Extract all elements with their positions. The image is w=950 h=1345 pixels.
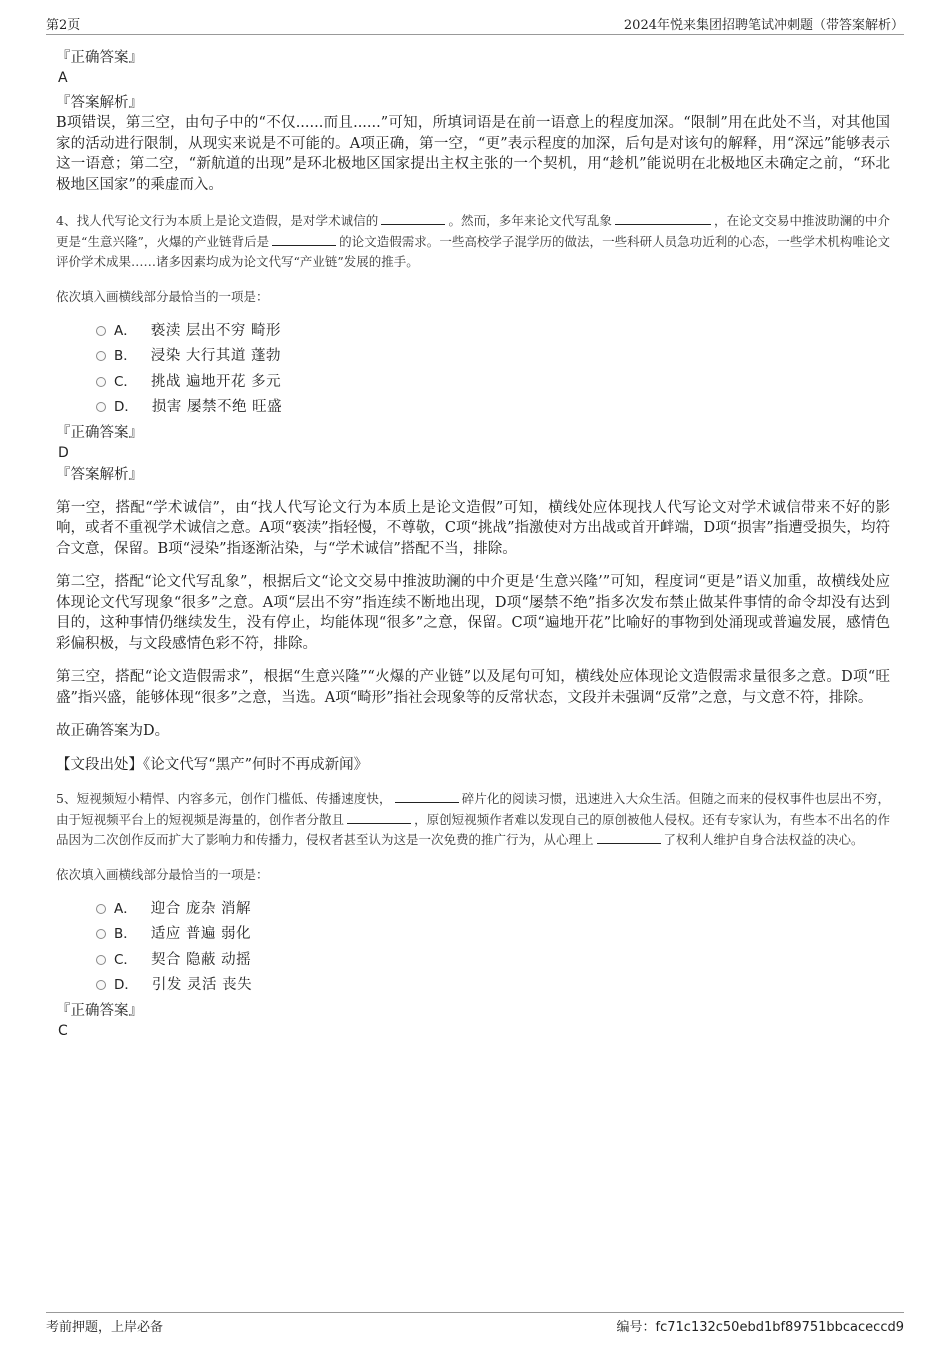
q5-blank-2 (347, 811, 411, 824)
analysis-label: 『答案解析』 (56, 466, 143, 483)
q5-question (56, 789, 890, 851)
radio-icon[interactable] (96, 377, 106, 387)
q5-option-c[interactable]: C． 契合 隐蔽 动摇 (56, 948, 890, 974)
q4-analysis-1: 第一空，搭配“学术诚信”，由“找人代写论文行为本质上是论文造假”可知，横线处应体现找人代写论文对学术诚信带来不好的影响，或者不重视学术诚信之意。A项“亵渎”指轻慢，不尊敬，C项“挑战”指激使对方出战或首开衅端，D项“损害”指遭受损失，均符合文意，保留。B项“浸染”指逐渐沾染，与“学术诚信”搭配不当，排除。 (56, 499, 890, 557)
page-number: 第2页 (46, 18, 81, 33)
q4-prompt: 依次填入画横线部分最恰当的一项是： (56, 288, 269, 304)
q4-blank-3 (272, 233, 336, 246)
q4-option-c[interactable]: C． 挑战 遍地开花 多元 (56, 370, 890, 396)
q5-option-b[interactable]: B． 适应 普遍 弱化 (56, 922, 890, 948)
q5-blank-3 (597, 831, 661, 844)
document-id (617, 1316, 904, 1335)
analysis-label: 『答案解析』 (56, 95, 143, 111)
radio-icon[interactable] (96, 326, 106, 336)
q4-analysis-2: 第二空，搭配“论文代写乱象”，根据后文“论文交易中推波助澜的中介更是‘生意兴隆’”可知，程度词“更是”语义加重，故横线处应体现论文代写现象“很多”之意。A项“层出不穷”指连续不断地出现，D项“屡禁不绝”指多次发布禁止做某件事情的命令却没有达到目的，这种事情仍继续发生，没有停止，均能体现“很多”之意，保留。C项“遍地开花”比喻好的事物到处涌现或普遍发展，感情色彩偏积极，与文段感情色彩不符，排除。 (56, 574, 890, 652)
q4-text-3: ，在论文交易中推波助澜的中介更是“生意兴隆”，火爆的产业链背后是 (56, 213, 890, 249)
correct-answer-label: 『正确答案』 (56, 1002, 143, 1019)
q5-text-1: 5、短视频短小精悍、内容多元，创作门槛低、传播速度快， (56, 791, 392, 806)
q5-prompt: 依次填入画横线部分最恰当的一项是： (56, 866, 269, 882)
correct-answer-label: 『正确答案』 (56, 424, 143, 441)
q4-options (56, 319, 890, 421)
q5-blank-1 (395, 790, 459, 803)
q4-text-2: 。然而，多年来论文代写乱象 (448, 213, 612, 228)
q4-option-a[interactable]: A． 亵渎 层出不穷 畸形 (56, 319, 890, 345)
q3-block (56, 48, 890, 195)
q5-options (56, 897, 890, 999)
document-id-label: 编号： (616, 1320, 656, 1335)
radio-icon[interactable] (96, 955, 106, 965)
document-id-value: fc71c132c50ebd1bf89751bbcaceccd9 (655, 1320, 904, 1335)
page-footer (46, 1312, 904, 1335)
radio-icon[interactable] (96, 351, 106, 361)
page-header (46, 12, 904, 35)
correct-answer-label: 『正确答案』 (56, 50, 143, 66)
q4-blank-1 (381, 212, 445, 225)
q4-option-b[interactable]: B． 浸染 大行其道 蓬勃 (56, 344, 890, 370)
q4-option-d[interactable]: D． 损害 屡禁不绝 旺盛 (56, 395, 890, 421)
q4-analysis-4: 故正确答案为D。 (56, 723, 170, 739)
q3-answer: A (58, 70, 68, 86)
q5-option-a[interactable]: A． 迎合 庞杂 消解 (56, 897, 890, 923)
q3-analysis: B项错误，第三空，由句子中的“不仅......而且......”可知，所填词语是在前一语意上的程度加深。“限制”用在此处不当，对其他国家的活动进行限制，从现实来说是不可能的。A项正确，第一空，“更”表示程度的加深，后句是对该句的解释，用“深远”能够表示这一语意；第二空，“新航道的出现”是环北极地区国家提出主权主张的一个契机，用“趁机”能说明在北极地区未确定之前，“环北极地区国家”的乘虚而入。 (56, 115, 890, 193)
q4-source: 【文段出处】《论文代写“黑产”何时不再成新闻》 (56, 756, 369, 773)
q4-block (56, 211, 890, 775)
q4-question (56, 211, 890, 273)
radio-icon[interactable] (96, 904, 106, 914)
q4-text-1: 4、找人代写论文行为本质上是论文造假，是对学术诚信的 (56, 213, 379, 228)
q5-text-4: 了权利人维护自身合法权益的决心。 (663, 832, 864, 847)
q5-text-3: ，原创短视频作者难以发现自己的原创被他人侵权。还有专家认为，有些本不出名的作品因为二次创作反而扩大了影响力和传播力，侵权者甚至认为这是一次免费的推广行为，从心理上 (56, 811, 890, 847)
q5-option-d[interactable]: D． 引发 灵活 丧失 (56, 973, 890, 999)
radio-icon[interactable] (96, 929, 106, 939)
q4-text-4: 的论文造假需求。一些高校学子混学历的做法，一些科研人员急功近利的心态，一些学术机构唯论文评价学术成果……诸多因素均成为论文代写“产业链”发展的推手。 (56, 233, 890, 269)
radio-icon[interactable] (96, 980, 106, 990)
footer-slogan: 考前押题，上岸必备 (46, 1320, 164, 1335)
q5-answer: C (58, 1022, 68, 1039)
q4-blank-2 (615, 212, 711, 225)
q4-analysis-3: 第三空，搭配“论文造假需求”，根据“生意兴隆”“火爆的产业链”以及尾句可知，横线处应体现论文造假需求量很多之意。D项“旺盛”指兴盛，能够体现“很多”之意，当选。A项“畸形”指社会现象等的反常状态，文段并未强调“反常”之意，与文意不符，排除。 (56, 669, 890, 706)
document-body (56, 48, 890, 1041)
q5-text-2: 碎片化的阅读习惯，迅速进入大众生活。但随之而来的侵权事件也层出不穷，由于短视频平台上的短视频是海量的，创作者分散且 (56, 791, 890, 827)
q5-block (56, 789, 890, 1041)
radio-icon[interactable] (96, 402, 106, 412)
document-title: 2024年悦来集团招聘笔试冲刺题（带答案解析） (623, 18, 904, 33)
q4-answer: D (58, 444, 69, 461)
